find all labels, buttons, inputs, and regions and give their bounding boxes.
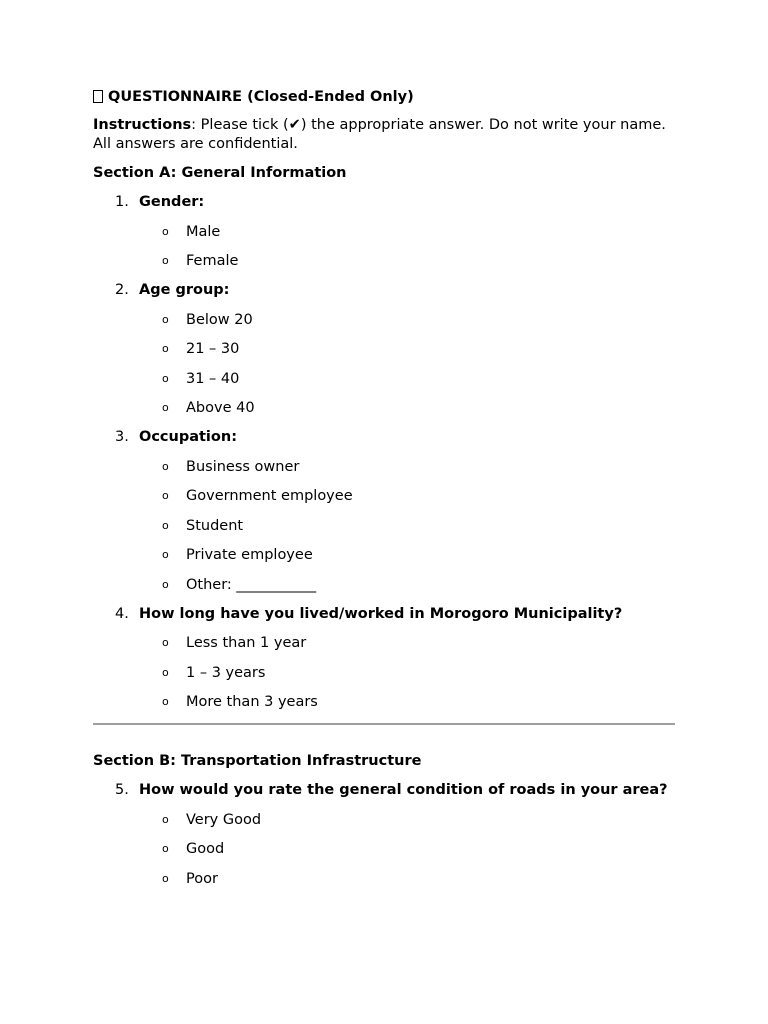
bullet-icon: o (162, 489, 169, 502)
question-number: 4. (115, 605, 129, 622)
option-item[interactable] (93, 516, 675, 536)
option-item[interactable] (93, 486, 675, 506)
option-item[interactable] (93, 663, 675, 683)
bullet-icon: o (162, 636, 169, 649)
option-label: Very Good (186, 811, 262, 828)
option-label: Poor (186, 870, 218, 887)
bullet-icon: o (162, 871, 169, 885)
option-label: Female (186, 253, 239, 269)
question-text: How would you rate the general condition of roads in your area? (139, 782, 668, 798)
question-text: Occupation: (139, 429, 237, 445)
bullet-icon: o (162, 665, 169, 679)
options-list (93, 457, 675, 595)
bullet-icon: o (162, 459, 169, 473)
option-item[interactable] (93, 545, 675, 565)
question-number: 2. (115, 282, 129, 298)
option-item[interactable] (93, 692, 675, 712)
section-b-title: Section B: Transportation Infrastructure (93, 753, 422, 769)
question-item (93, 427, 675, 447)
section-a-questions (93, 192, 675, 712)
option-item[interactable] (93, 839, 675, 859)
option-item[interactable] (93, 310, 675, 330)
option-label: 1 – 3 years (186, 664, 266, 681)
question-item (93, 604, 675, 624)
bullet-icon: o (162, 254, 169, 267)
question-item (93, 780, 675, 800)
option-item[interactable] (93, 251, 675, 271)
option-item[interactable] (93, 575, 675, 595)
question-item (93, 280, 675, 300)
options-list (93, 310, 675, 419)
question-item (93, 192, 675, 212)
document-icon (93, 90, 103, 103)
question-text: Age group: (139, 282, 230, 298)
option-label: 21 – 30 (186, 341, 240, 357)
instructions-label: Instructions (93, 117, 192, 133)
option-item[interactable] (93, 398, 675, 418)
bullet-icon: o (162, 401, 169, 414)
questionnaire-title (93, 86, 675, 108)
bullet-icon: o (162, 548, 169, 561)
title-text: QUESTIONNAIRE (Closed-Ended Only) (108, 89, 414, 105)
options-list (93, 633, 675, 712)
instructions-text: : Please tick (✔) the appropriate answer. Do not write your name. All answers are confidential. (93, 117, 666, 152)
option-item[interactable] (93, 222, 675, 242)
bullet-icon: o (162, 695, 169, 708)
bullet-icon: o (162, 812, 169, 826)
bullet-icon: o (162, 577, 169, 591)
option-label: Male (186, 223, 221, 240)
option-item[interactable] (93, 633, 675, 653)
section-a-title: Section A: General Information (93, 165, 347, 181)
options-list (93, 810, 675, 889)
section-b-questions (93, 780, 675, 889)
question-text: Gender: (139, 194, 205, 210)
option-item[interactable] (93, 810, 675, 830)
option-item[interactable] (93, 457, 675, 477)
option-label: Government employee (186, 488, 353, 504)
option-item[interactable] (93, 869, 675, 889)
document-page (93, 86, 675, 889)
instructions (93, 116, 673, 154)
option-label: Above 40 (186, 400, 255, 416)
question-number: 3. (115, 429, 129, 445)
option-label: Below 20 (186, 311, 253, 328)
bullet-icon: o (162, 842, 169, 855)
bullet-icon: o (162, 518, 169, 532)
bullet-icon: o (162, 312, 169, 326)
question-number: 1. (115, 194, 129, 210)
options-list (93, 222, 675, 272)
option-label: 31 – 40 (186, 370, 240, 387)
option-label: Student (186, 517, 244, 534)
option-label: More than 3 years (186, 694, 318, 710)
option-label: Good (186, 841, 225, 857)
option-label: Less than 1 year (186, 635, 307, 651)
option-item[interactable] (93, 369, 675, 389)
option-item[interactable] (93, 339, 675, 359)
question-text: How long have you lived/worked in Morogoro Municipality? (139, 605, 623, 622)
option-label: Private employee (186, 547, 313, 563)
bullet-icon: o (162, 224, 169, 238)
option-label: Business owner (186, 458, 300, 475)
section-divider (93, 723, 675, 725)
option-label: Other: ___________ (186, 576, 317, 593)
bullet-icon: o (162, 371, 169, 385)
question-number: 5. (115, 782, 129, 798)
bullet-icon: o (162, 342, 169, 355)
